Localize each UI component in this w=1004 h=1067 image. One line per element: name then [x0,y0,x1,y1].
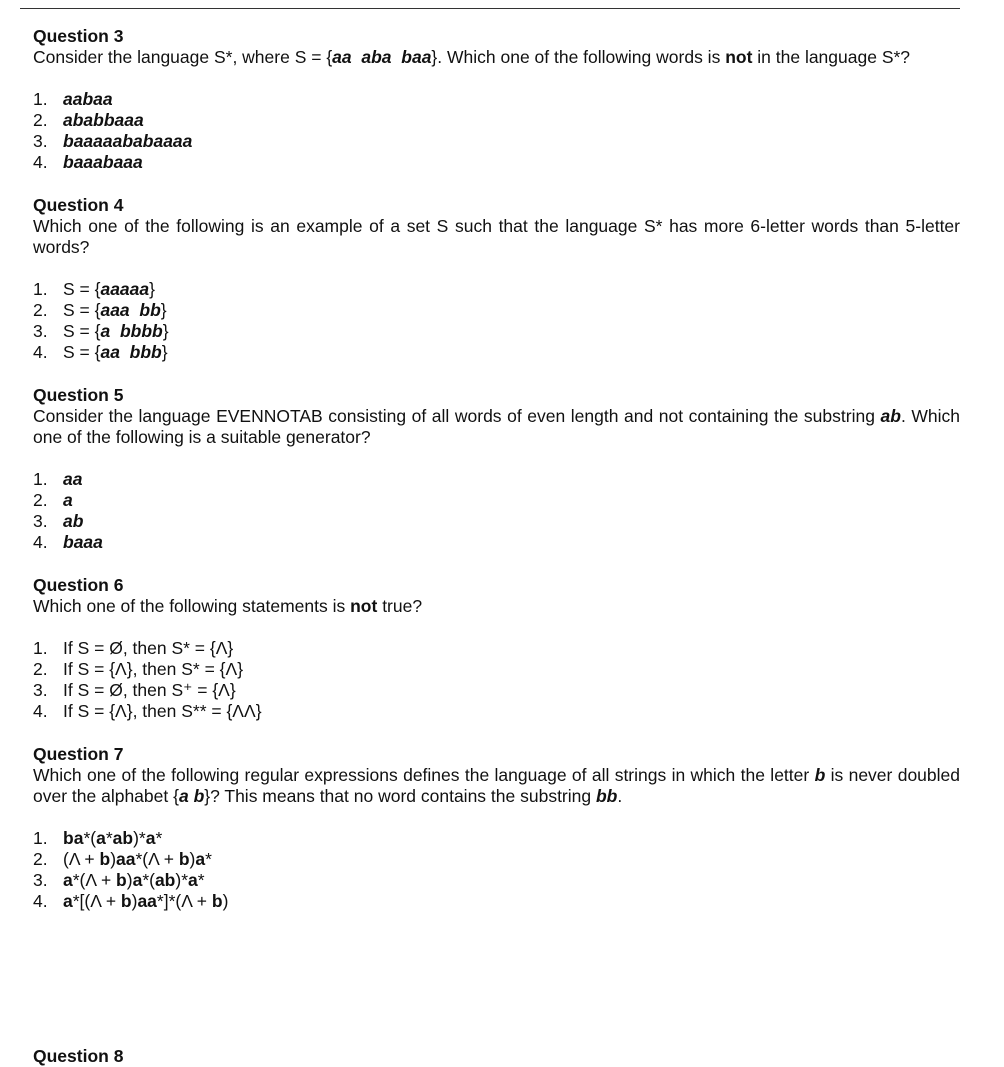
text-run: ) [110,849,117,869]
option-list [33,89,960,173]
option-number: 2. [33,300,48,320]
text-run: * [205,849,212,869]
option-number: 4. [33,891,48,911]
question-title: Question 7 [33,744,124,764]
option-number: 1. [33,279,48,299]
option-item [33,849,960,870]
emphasized-text: ab [63,511,84,531]
option-number: 2. [33,110,48,130]
next-question-title-partial: Question 8 [33,1046,124,1066]
option-text [63,701,262,722]
option-item [33,701,960,722]
question-text [33,406,960,448]
text-run: . [617,786,623,806]
option-number: 2. [33,490,48,510]
question-text [33,216,960,258]
option-text [63,532,103,553]
emphasized-text: a [63,490,73,510]
option-number: 2. [33,849,48,869]
emphasized-text: b [193,786,205,806]
text-run [110,321,120,341]
text-run [392,47,402,67]
emphasized-text: b [178,849,190,869]
text-run: in the language S*? [752,47,911,67]
emphasized-text: a [132,870,143,890]
text-run: If S = {Λ}, then S** = {ΛΛ} [63,701,262,721]
text-run: )* [133,828,146,848]
option-text [63,828,162,849]
option-item [33,891,960,912]
top-divider [20,8,960,9]
emphasized-text: baaa [63,532,103,552]
text-run: ) [126,870,133,890]
emphasized-text: baaaaababaaaa [63,131,193,151]
text-run: *( [83,828,97,848]
option-number: 3. [33,321,48,341]
option-number: 1. [33,469,48,489]
option-number: 1. [33,828,48,848]
question-title: Question 3 [33,26,124,46]
text-run: } [162,321,169,341]
option-item [33,300,960,321]
emphasized-text: a [195,849,206,869]
emphasized-text: a [188,870,198,890]
emphasized-text: a [145,828,156,848]
text-run: is never doubled over the alphabet { [33,765,960,806]
option-number: 4. [33,342,48,362]
emphasized-text: ab [112,828,134,848]
option-text [63,849,212,870]
option-text [63,870,205,891]
text-run [352,47,362,67]
question-title: Question 5 [33,385,124,405]
question-list [33,26,960,934]
option-list [33,279,960,363]
option-item [33,659,960,680]
option-item [33,490,960,511]
text-run: S = { [63,300,101,320]
emphasized-text: a [178,786,189,806]
text-run: Which one of the following statements is [33,596,351,616]
emphasized-text: ababbaaa [63,110,144,130]
option-text [63,490,73,511]
option-number: 3. [33,131,48,151]
emphasized-text: b [116,870,127,890]
option-text [63,110,144,131]
emphasized-text: bbb [129,342,162,362]
emphasized-text: baa [401,47,432,67]
emphasized-text: a [63,870,73,890]
text-run: Consider the language S*, where S = { [33,47,333,67]
question-block [33,195,960,363]
question-block [33,385,960,553]
question-title: Question 6 [33,575,124,595]
option-number: 1. [33,89,48,109]
emphasized-text: not [725,47,753,67]
text-run: )* [175,870,189,890]
question-text [33,47,960,68]
option-text [63,300,167,321]
emphasized-text: b [211,891,223,911]
text-run: }? This means that no word contains the substring [204,786,596,806]
option-text [63,342,168,363]
option-item [33,469,960,490]
text-run: *(Λ + [135,849,179,869]
text-run: Which one of the following regular expressions defines the language of all strings in which the letter [33,765,815,785]
option-item [33,532,960,553]
question-text [33,596,960,617]
emphasized-text: bb [595,786,618,806]
text-run: S = { [63,321,101,341]
emphasized-text: not [350,596,378,616]
text-run: *(Λ + [72,870,117,890]
emphasized-text: baaabaaa [63,152,143,172]
option-item [33,279,960,300]
option-item [33,89,960,110]
emphasized-text: aa [63,469,83,489]
option-item [33,110,960,131]
option-text [63,321,169,342]
option-text [63,152,143,173]
emphasized-text: aa [332,47,352,67]
text-run: S = { [63,279,101,299]
question-block [33,744,960,912]
emphasized-text: aba [361,47,392,67]
option-text [63,279,155,300]
text-run: * [197,870,205,890]
emphasized-text: bb [139,300,161,320]
text-run: } [149,279,155,299]
option-number: 3. [33,680,48,700]
option-number: 3. [33,870,48,890]
option-item [33,321,960,342]
text-run: * [105,828,113,848]
text-run [120,342,130,362]
option-item [33,342,960,363]
emphasized-text: a [96,828,106,848]
option-text [63,89,113,110]
option-text [63,131,192,152]
emphasized-text: a [63,891,73,911]
option-list [33,828,960,912]
option-item [33,152,960,173]
option-item [33,511,960,532]
emphasized-text: aa [116,849,136,869]
emphasized-text: b [99,849,111,869]
text-run: }. Which one of the following words is [431,47,726,67]
option-number: 2. [33,659,48,679]
text-run: Which one of the following is an example of a set S such that the language S* has more 6-letter words than 5-letter words? [33,216,960,257]
text-run: * [155,828,163,848]
emphasized-text: aaaaa [100,279,150,299]
text-run: *[(Λ + [72,891,121,911]
text-run: (Λ + [63,849,100,869]
option-text [63,680,236,701]
option-number: 4. [33,701,48,721]
text-run [130,300,140,320]
emphasized-text: aa [100,342,120,362]
text-run: If S = Ø, then S* = {Λ} [63,638,234,658]
emphasized-text: aa [137,891,157,911]
text-run: true? [377,596,423,616]
option-item [33,680,960,701]
emphasized-text: a [100,321,111,341]
text-run: ) [222,891,229,911]
text-run: Consider the language EVENNOTAB consisting of all words of even length and not containing the substring [33,406,881,426]
option-item [33,870,960,891]
question-title: Question 4 [33,195,124,215]
text-run: ) [189,849,196,869]
text-run: *]*(Λ + [156,891,212,911]
option-item [33,638,960,659]
option-number: 4. [33,532,48,552]
option-text [63,659,243,680]
option-list [33,469,960,553]
emphasized-text: aaa [100,300,130,320]
option-item [33,828,960,849]
emphasized-text: ab [880,406,901,426]
text-run: } [160,300,167,320]
question-block [33,26,960,173]
emphasized-text: bbbb [119,321,163,341]
option-number: 3. [33,511,48,531]
option-text [63,638,233,659]
emphasized-text: ba [63,828,84,848]
option-number: 4. [33,152,48,172]
emphasized-text: b [120,891,132,911]
text-run: } [161,342,168,362]
option-text [63,469,82,490]
emphasized-text: aabaa [63,89,113,109]
text-run: If S = {Λ}, then S* = {Λ} [63,659,244,679]
option-list [33,638,960,722]
text-run: . Which one of the following is a suitable generator? [33,406,960,447]
option-number: 1. [33,638,48,658]
question-block [33,575,960,722]
question-text [33,765,960,807]
option-item [33,131,960,152]
emphasized-text: ab [154,870,176,890]
text-run: *( [142,870,155,890]
text-run: ) [131,891,138,911]
text-run: If S = Ø, then S⁺ = {Λ} [63,680,236,700]
option-text [63,891,228,912]
option-text [63,511,83,532]
emphasized-text: b [814,765,826,785]
text-run: S = { [63,342,101,362]
